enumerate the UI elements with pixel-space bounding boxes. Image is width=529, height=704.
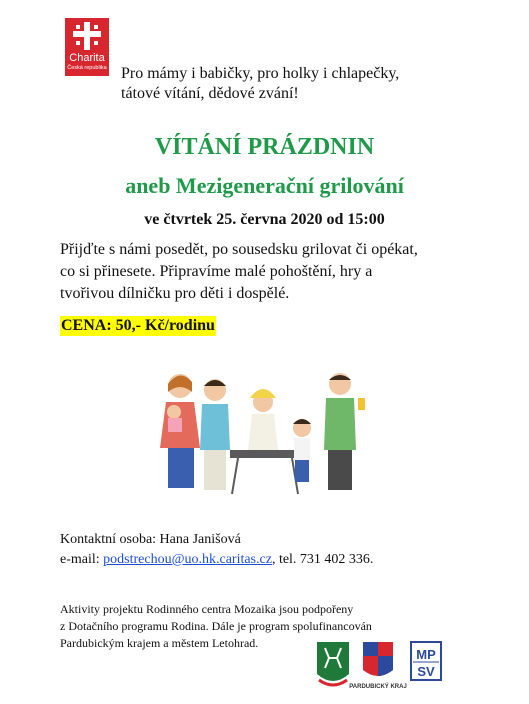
event-title: VÍTÁNÍ PRÁZDNIN [154,134,375,160]
contact-person: Kontaktní osoba: Hana Janišová [60,532,241,547]
family-grill-illustration [160,368,370,496]
charita-logo [65,18,109,76]
sponsor-logos [315,640,445,692]
contact-line [60,551,373,569]
pardubice-label: PARDUBICKÝ KRAJ [349,684,407,690]
invitation-line-3: tvořivou dílničku pro děti i dospělé. [60,285,290,302]
invitation-line-2: co si přinesete. Připravíme malé pohoštění, hry a [60,263,373,280]
phone-text: , tel. 731 402 336. [271,552,374,567]
logo-subtitle: Česká republika [67,65,107,71]
event-subtitle: aneb Mezigenerační grilování [125,173,404,198]
letohrad-deer-emblem [317,642,349,685]
event-date: ve čtvrtek 25. června 2020 od 15:00 [144,211,385,228]
intro-line-2: tátové vítání, dědové zvání! [121,85,299,102]
email-link[interactable]: podstrechou@uo.hk.caritas.cz [103,552,272,567]
logo-name: Charita [69,52,105,64]
email-label: e-mail: [60,552,104,567]
mpsv-logo [411,642,441,680]
mpsv-top: MP [416,647,436,662]
footer-line-2: z Dotačního programu Rodina. Dále je program spolufinancován [60,619,372,633]
pardubice-region-emblem [349,642,407,690]
price-highlight: CENA: 50,- Kč/rodinu [61,317,215,334]
footer-line-3: Pardubickým krajem a městem Letohrad. [60,636,259,650]
mpsv-bottom: SV [417,664,435,679]
charita-cross-icon [73,22,101,50]
intro-line-1: Pro mámy i babičky, pro holky i chlapečky, [121,65,400,82]
footer-line-1: Aktivity projektu Rodinného centra Mozaika jsou podpořeny [60,602,354,616]
invitation-line-1: Přijďte s námi posedět, po sousedsku grilovat či opékat, [60,241,418,258]
